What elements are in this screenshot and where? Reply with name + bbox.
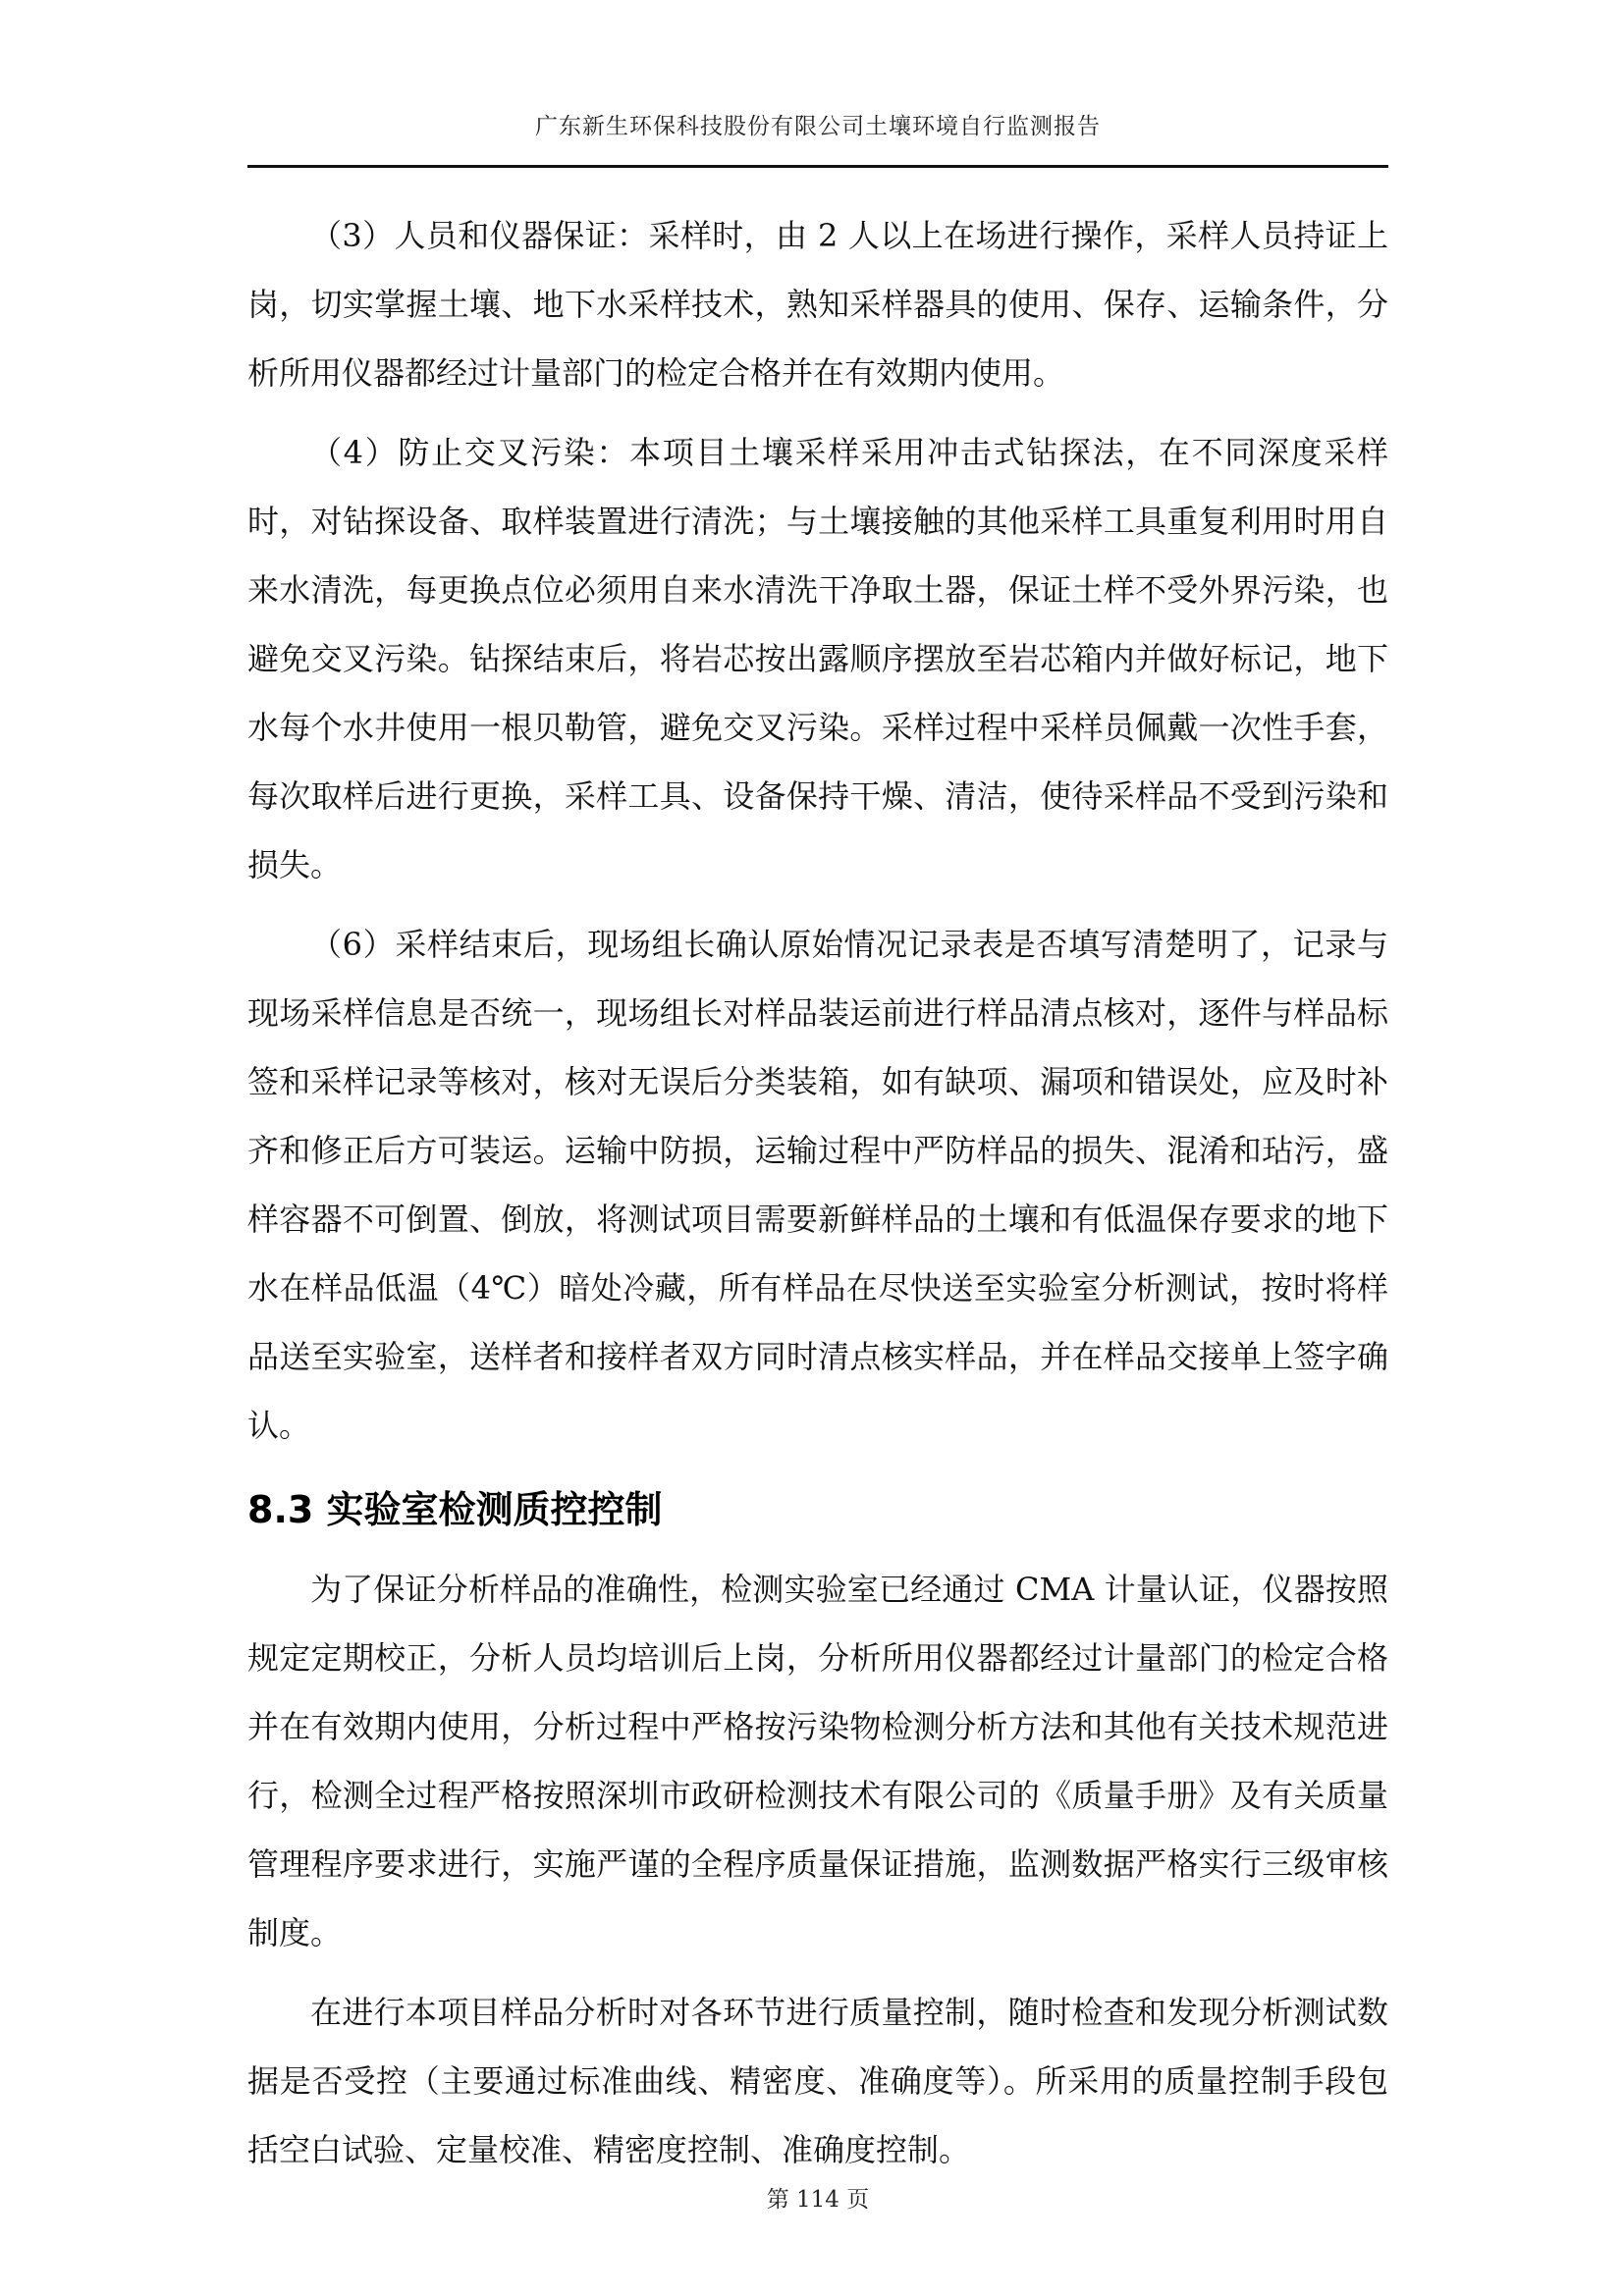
page-header: 广东新生环保科技股份有限公司土壤环境自行监测报告: [535, 114, 1101, 139]
paragraph-lab-certification: 为了保证分析样品的准确性，检测实验室已经通过 CMA 计量认证，仪器按照规定定期校正，分析人员均培训后上岗，分析所用仪器都经过计量部门的检定合格并在有效期内使用，分析过程中严格按污染物检测分析方法和其他有关技术规范进行，检测全过程严格按照深圳市政研检测技术有限公司的《质量手册》及有关质量管理程序要求进行，实施严谨的全程序质量保证措施，监测数据严格实行三级审核制度。: [247, 1571, 1388, 1951]
paragraph-after-sampling: （6）采样结束后，现场组长确认原始情况记录表是否填写清楚明了，记录与现场采样信息是否统一，现场组长对样品装运前进行样品清点核对，逐件与样品标签和采样记录等核对，核对无误后分类装箱，如有缺项、漏项和错误处，应及时补齐和修正后方可装运。运输中防损，运输过程中严防样品的损失、混淆和玷污，盛样容器不可倒置、倒放，将测试项目需要新鲜样品的土壤和有低温保存要求的地下水在样品低温（4℃）暗处冷藏，所有样品在尽快送至实验室分析测试，按时将样品送至实验室，送样者和接样者双方同时清点核实样品，并在样品交接单上签字确认。: [247, 926, 1388, 1444]
header-divider: [247, 165, 1388, 168]
document-body: [247, 201, 1388, 2195]
page-number: 第 114 页: [766, 2187, 870, 2213]
paragraph-personnel-instrument: （3）人员和仪器保证：采样时，由 2 人以上在场进行操作，采样人员持证上岗，切实掌握土壤、地下水采样技术，熟知采样器具的使用、保存、运输条件，分析所用仪器都经过计量部门的检定合格并在有效期内使用。: [247, 217, 1388, 392]
paragraph-cross-contamination: （4）防止交叉污染：本项目土壤采样采用冲击式钻探法，在不同深度采样时，对钻探设备、取样装置进行清洗；与土壤接触的其他采样工具重复利用时用自来水清洗，每更换点位必须用自来水清洗干净取土器，保证土样不受外界污染，也避免交叉污染。钻探结束后，将岩芯按出露顺序摆放至岩芯箱内并做好标记，地下水每个水井使用一根贝勒管，避免交叉污染。采样过程中采样员佩戴一次性手套，每次取样后进行更换，采样工具、设备保持干燥、清洁，使待采样品不受到污染和损失。: [247, 434, 1388, 883]
section-heading-8-3: 8.3 实验室检测质控控制: [247, 1488, 663, 1531]
paragraph-quality-control: 在进行本项目样品分析时对各环节进行质量控制，随时检查和发现分析测试数据是否受控（主要通过标准曲线、精密度、准确度等）。所采用的质量控制手段包括空白试验、定量校准、精密度控制、准确度控制。: [247, 1994, 1388, 2168]
